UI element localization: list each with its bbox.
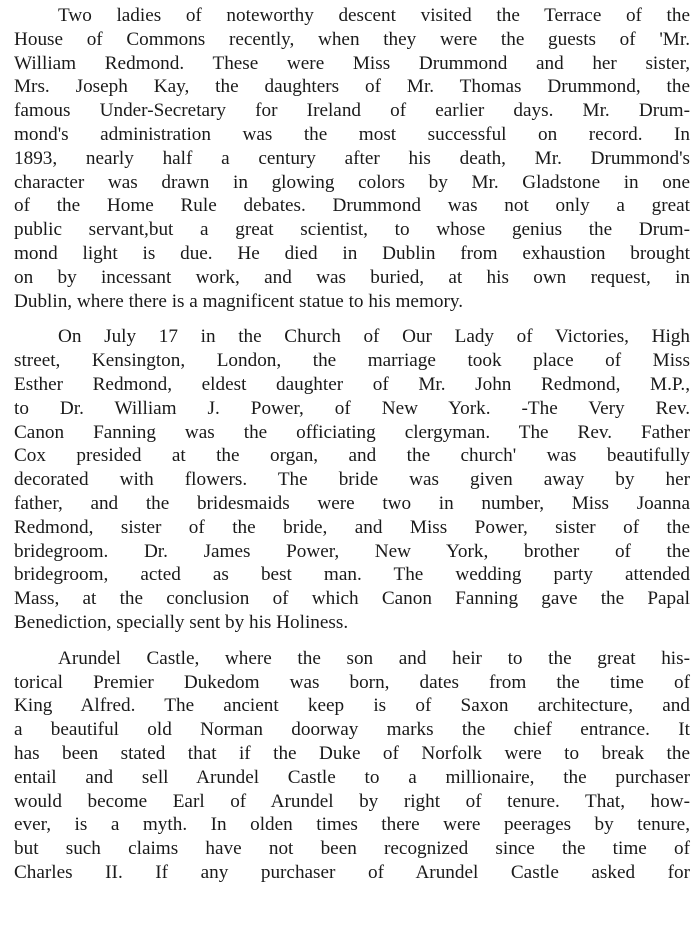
text-line: of the Home Rule debates. Drummond was not only a great [14, 195, 690, 217]
text-line: Cox presided at the organ, and the church' was beautifully [14, 445, 690, 467]
text-line: Redmond, sister of the bride, and Miss Power, sister of the [14, 516, 690, 538]
paragraph-drummond [14, 4, 690, 313]
text-line: Benediction, specially sent by his Holiness. [14, 611, 349, 633]
text-line: Arundel Castle, where the son and heir to the great his- [58, 647, 690, 669]
text-line: but such claims have not been recognized since the time of [14, 838, 690, 860]
text-line: bridegroom, acted as best man. The wedding party attended [14, 564, 690, 586]
paragraph-arundel-castle [14, 647, 690, 885]
text-line: famous Under-Secretary for Ireland of earlier days. Mr. Drum- [14, 100, 690, 122]
text-line: Canon Fanning was the officiating clergyman. The Rev. Father [14, 421, 690, 443]
text-line: character was drawn in glowing colors by Mr. Gladstone in one [14, 171, 690, 193]
text-line: father, and the bridesmaids were two in number, Miss Joanna [14, 492, 690, 514]
text-line: Two ladies of noteworthy descent visited the Terrace of the [58, 5, 690, 26]
text-line: has been stated that if the Duke of Norfolk were to break the [14, 742, 690, 764]
paragraph-spacer [14, 635, 690, 647]
text-line: a beautiful old Norman doorway marks the chief entrance. It [14, 719, 690, 741]
text-line: street, Kensington, London, the marriage took place of Miss [14, 350, 690, 372]
text-line: ever, is a myth. In olden times there were peerages by tenure, [14, 814, 690, 836]
text-line: Charles II. If any purchaser of Arundel Castle asked for [14, 861, 690, 883]
text-line: Esther Redmond, eldest daughter of Mr. John Redmond, M.P., [14, 373, 690, 395]
text-line: William Redmond. These were Miss Drummond and her sister, [14, 52, 690, 74]
text-line: public servant,but a great scientist, to whose genius the Drum- [14, 219, 690, 241]
text-line: would become Earl of Arundel by right of tenure. That, how- [14, 790, 690, 812]
text-line: King Alfred. The ancient keep is of Saxon architecture, and [14, 695, 690, 717]
document-page [14, 4, 690, 885]
text-line: House of Commons recently, when they were the guests of 'Mr. [14, 28, 690, 50]
paragraph-spacer [14, 313, 690, 325]
text-line: Dublin, where there is a magnificent statue to his memory. [14, 290, 464, 312]
text-line: on by incessant work, and was buried, at his own request, in [14, 266, 690, 288]
paragraph-redmond-wedding [14, 325, 690, 634]
text-line: mond's administration was the most successful on record. In [14, 123, 690, 145]
text-line: Mass, at the conclusion of which Canon Fanning gave the Papal [14, 588, 690, 610]
text-line: 1893, nearly half a century after his death, Mr. Drummond's [14, 147, 690, 169]
text-line: torical Premier Dukedom was born, dates from the time of [14, 671, 690, 693]
text-line: bridegroom. Dr. James Power, New York, brother of the [14, 540, 690, 562]
text-line: Mrs. Joseph Kay, the daughters of Mr. Thomas Drummond, the [14, 76, 690, 98]
text-line: mond light is due. He died in Dublin from exhaustion brought [14, 242, 690, 264]
text-line: decorated with flowers. The bride was given away by her [14, 469, 690, 491]
text-line: On July 17 in the Church of Our Lady of Victories, High [58, 326, 690, 348]
text-line: entail and sell Arundel Castle to a millionaire, the purchaser [14, 766, 690, 788]
text-line: to Dr. William J. Power, of New York. -The Very Rev. [14, 397, 690, 419]
